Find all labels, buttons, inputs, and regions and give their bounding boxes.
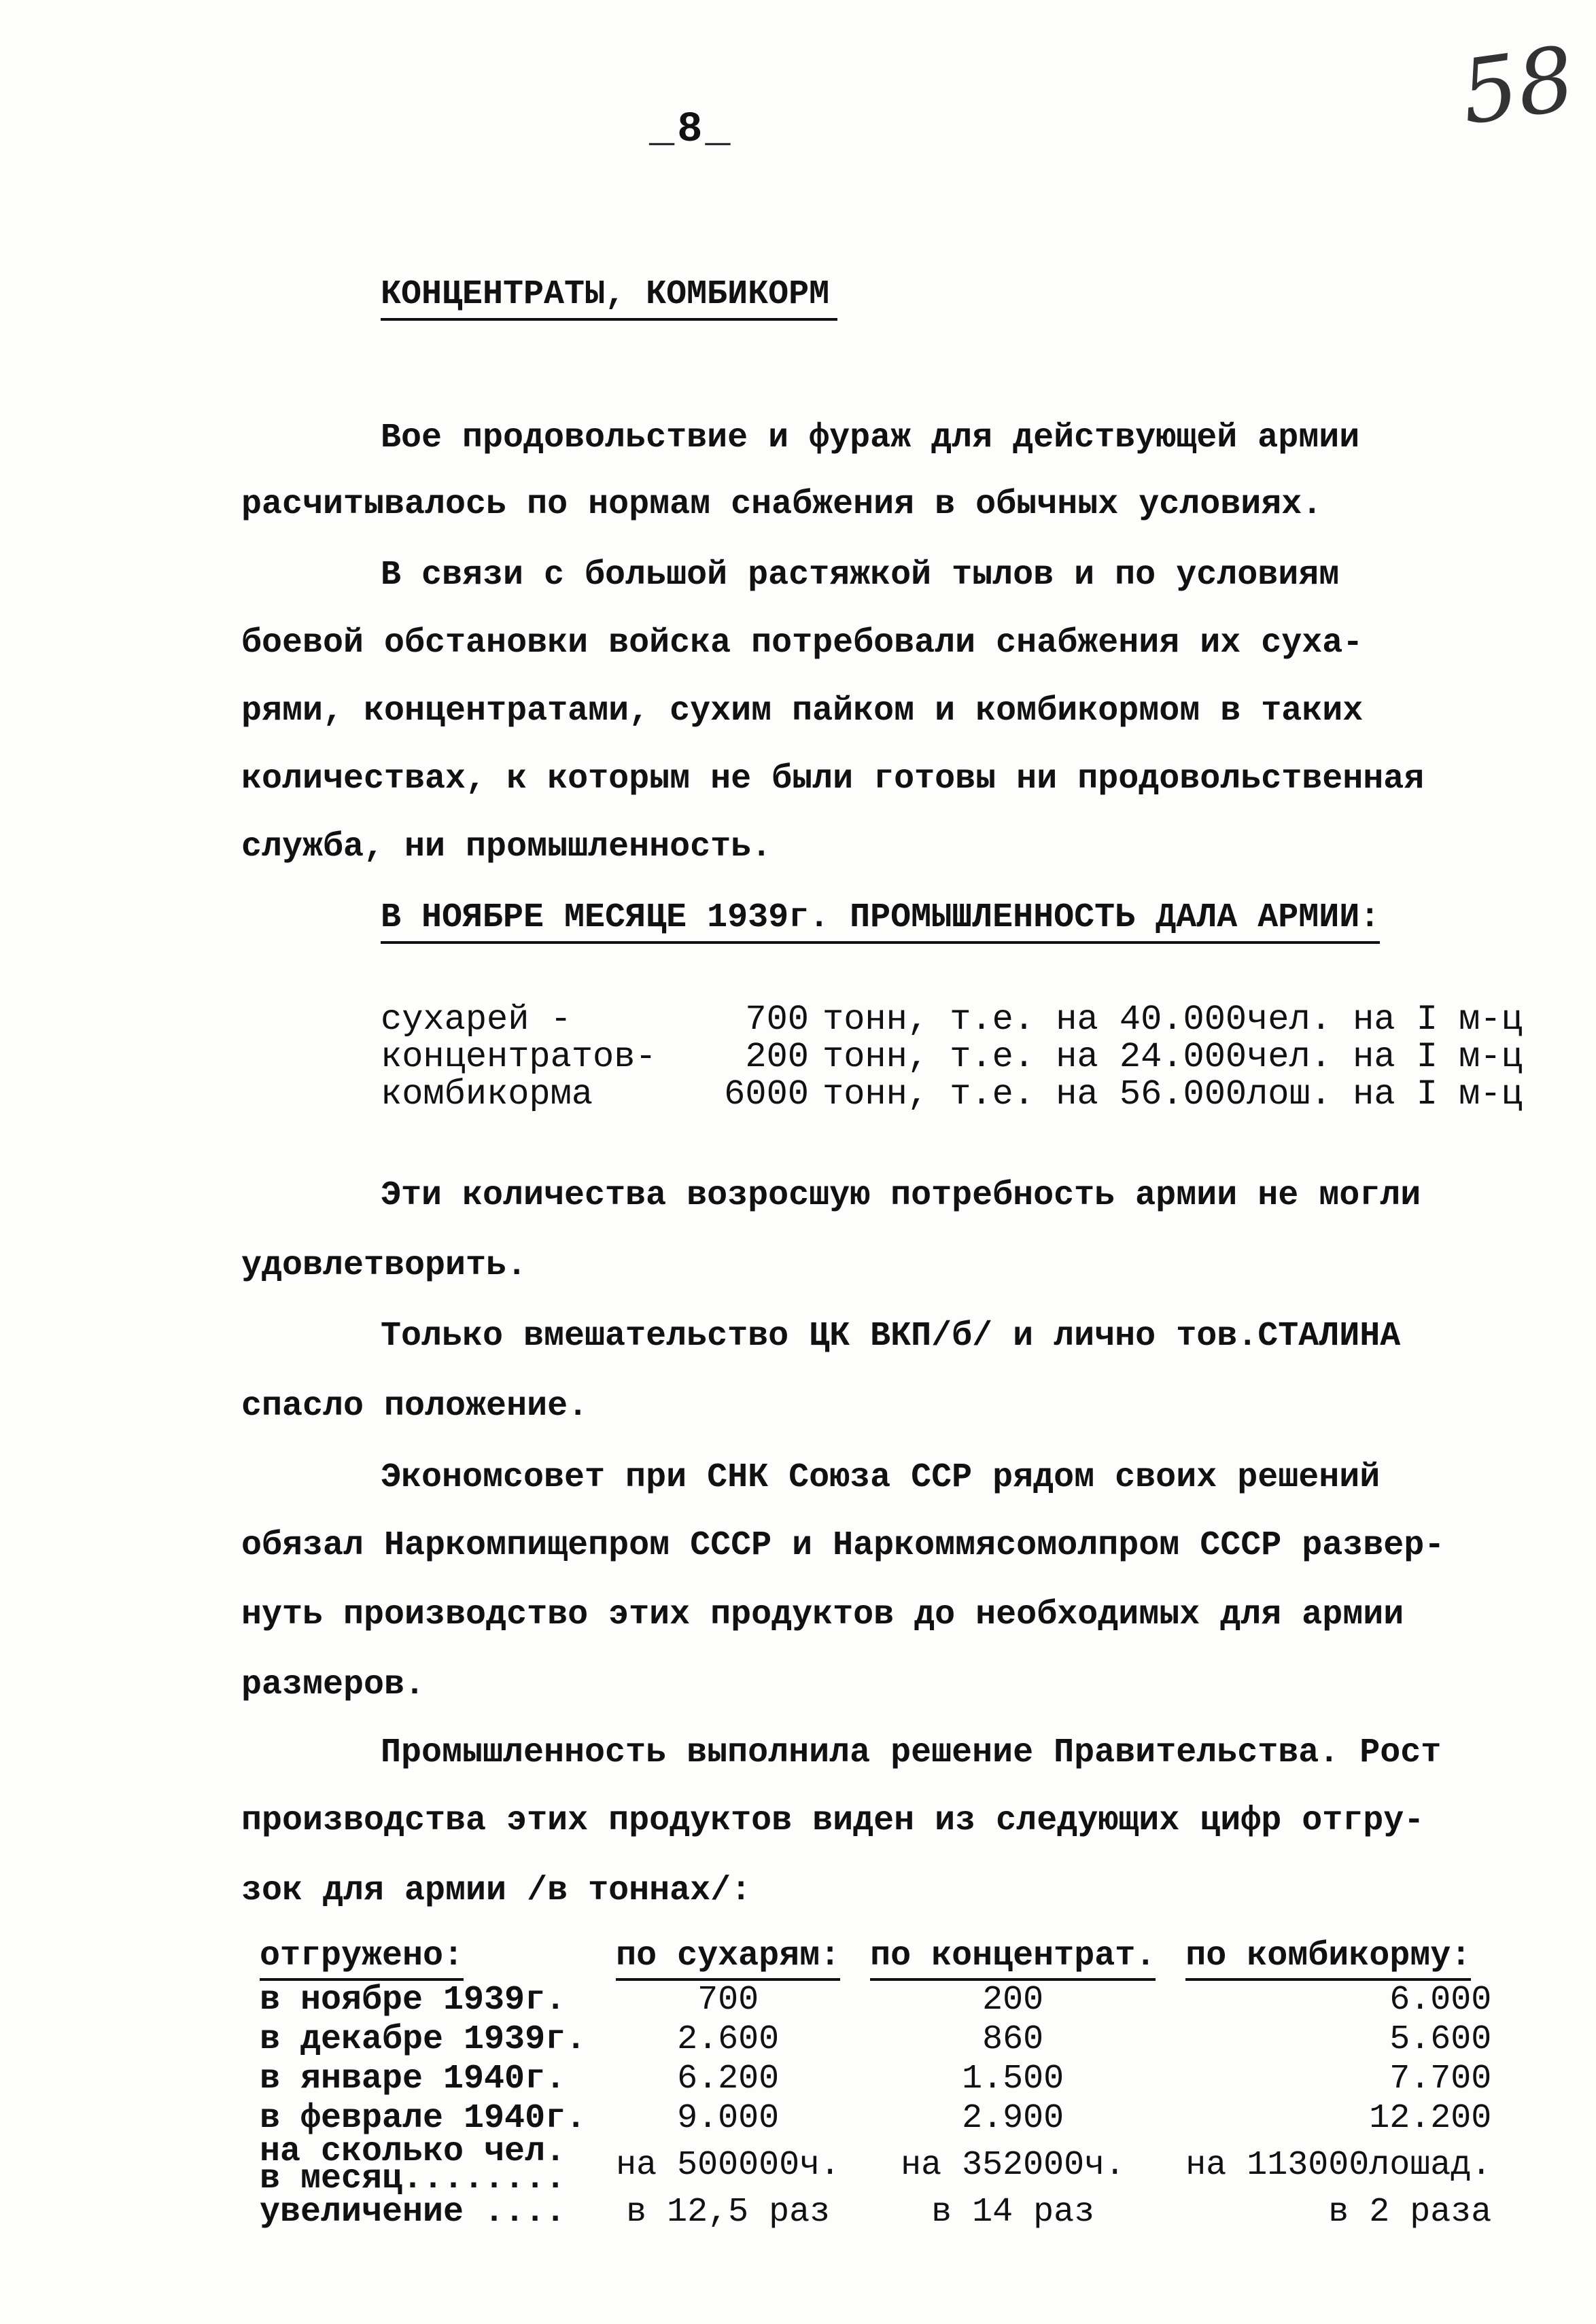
row-label: увеличение .... [260, 2193, 566, 2232]
table-cell: 2.600 [677, 2020, 780, 2059]
paragraph-line: удовлетворить. [241, 1246, 527, 1285]
table-row-people [245, 2138, 1506, 2193]
paragraph-line: Только вмешательство ЦК ВКП/б/ и лично тов.СТАЛИНА [381, 1317, 1401, 1356]
table-cell: на 352000ч. [901, 2146, 1126, 2185]
supply-item: комбикорма [381, 1074, 593, 1114]
table-row [245, 1981, 1506, 2020]
table-cell: 200 [982, 1981, 1044, 2020]
table-cell: 2.900 [962, 2099, 1064, 2138]
row-label: в ноябре 1939г. [260, 1981, 566, 2020]
row-label: в декабре 1939г. [260, 2020, 587, 2059]
table-row-increase [245, 2193, 1506, 2232]
paragraph-line: Вое продовольствие и фураж для действующей армии [381, 419, 1360, 457]
table-cell: на 113000лошад. [1185, 2146, 1492, 2185]
table-cell: в 2 раза [1328, 2193, 1492, 2232]
paragraph-line: Экономсовет при СНК Союза ССР рядом своих решений [381, 1458, 1381, 1497]
table-cell: 860 [982, 2020, 1044, 2059]
supply-detail: тонн, т.е. на 40.000чел. на I м-ц [822, 1000, 1523, 1040]
table-header-row [245, 1937, 1506, 1981]
paragraph-line: служба, ни промышленность. [241, 828, 772, 866]
table-cell: 7.700 [1389, 2060, 1492, 2098]
supply-line [381, 1037, 1523, 1077]
paragraph-line: производства этих продуктов виден из следующих цифр отгру- [241, 1801, 1425, 1840]
table-cell: на 500000ч. [616, 2146, 841, 2185]
shipments-table [245, 1937, 1506, 2232]
supply-value: 700 [745, 1000, 809, 1040]
paragraph-line: Эти количества возросшую потребность армии не могли [381, 1176, 1421, 1215]
supply-detail: тонн, т.е. на 56.000лош. на I м-ц [822, 1074, 1523, 1114]
paragraph-line: спасло положение. [241, 1387, 589, 1426]
row-label: в январе 1940г. [260, 2060, 566, 2098]
paragraph-line: боевой обстановки войска потребовали снабжения их суха- [241, 624, 1364, 663]
supply-item: сухарей - [381, 1000, 572, 1040]
table-cell: 5.600 [1389, 2020, 1492, 2059]
column-header: отгружено: [245, 1937, 601, 1981]
paragraph-line: рями, концентратами, сухим пайком и комбикормом в таких [241, 692, 1364, 730]
table-cell: в 12,5 раз [626, 2193, 831, 2232]
paragraph-line: Промышленность выполнила решение Правительства. Рост [381, 1733, 1442, 1772]
row-label [245, 2132, 601, 2198]
supply-line [381, 1002, 1523, 1038]
paragraph-line: нуть производство этих продуктов до необходимых для армии [241, 1596, 1404, 1634]
table-cell: в 14 раз [931, 2193, 1095, 2232]
supply-detail: тонн, т.е. на 24.000чел. на I м-ц [822, 1037, 1523, 1077]
section-heading: КОНЦЕНТРАТЫ, КОМБИКОРМ [381, 275, 837, 321]
table-cell: 700 [697, 1981, 759, 2020]
column-header: по комбикорму: [1170, 1937, 1506, 1981]
supply-line [381, 1074, 1523, 1114]
supply-item: концентратов- [381, 1037, 657, 1077]
row-label-line: на сколько чел. [260, 2132, 566, 2171]
supply-value: 200 [745, 1037, 809, 1077]
row-label-line: в месяц........ [260, 2160, 566, 2198]
table-row [245, 2020, 1506, 2060]
page-number: _8_ [649, 105, 733, 154]
table-cell: 9.000 [677, 2099, 780, 2138]
paragraph-line: расчитывалось по нормам снабжения в обычных условиях. [241, 485, 1323, 524]
table-row [245, 2060, 1506, 2099]
paragraph-line: зок для армии /в тоннах/: [241, 1871, 752, 1910]
paragraph-line: В связи с большой растяжкой тылов и по условиям [381, 556, 1340, 595]
column-header: по сухарям: [601, 1937, 855, 1981]
row-label: в феврале 1940г. [260, 2099, 587, 2138]
table-cell: 12.200 [1369, 2099, 1492, 2138]
table-cell: 6.000 [1389, 1981, 1492, 2020]
paragraph-line: количествах, к которым не были готовы ни продовольственная [241, 760, 1425, 798]
table-cell: 6.200 [677, 2060, 780, 2098]
handwritten-page-number: 58 [1455, 27, 1581, 145]
supply-value: 6000 [724, 1074, 809, 1114]
paragraph-line: обязал Наркомпищепром СССР и Наркоммясомолпром СССР развер- [241, 1526, 1445, 1565]
paragraph-line: размеров. [241, 1666, 426, 1704]
table-cell: 1.500 [962, 2060, 1064, 2098]
subheading: В НОЯБРЕ МЕСЯЦЕ 1939г. ПРОМЫШЛЕННОСТЬ ДАЛА АРМИИ: [381, 898, 1380, 944]
column-header: по концентрат. [855, 1937, 1170, 1981]
